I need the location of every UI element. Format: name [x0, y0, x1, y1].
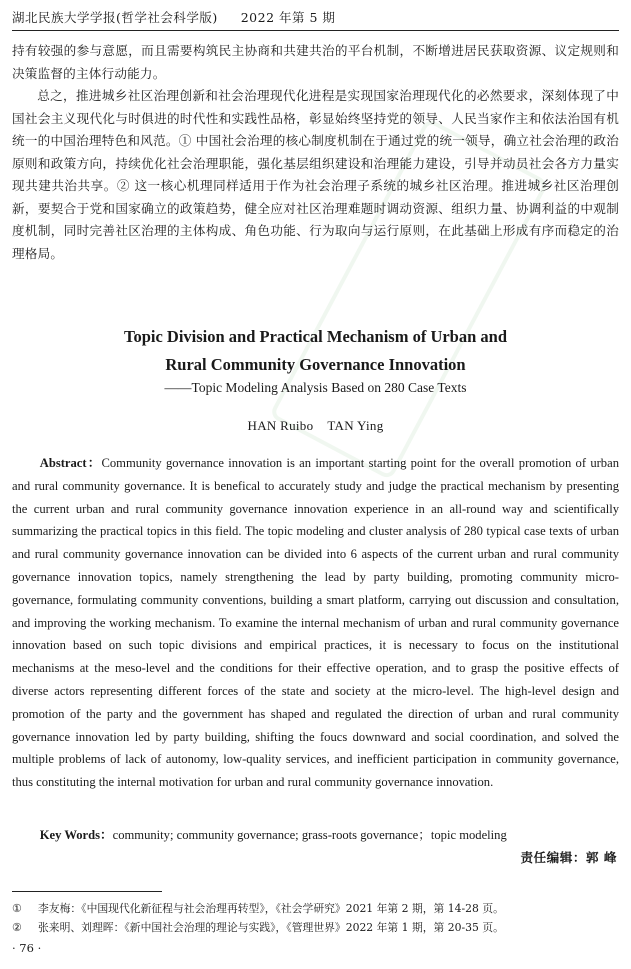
title-line-1: Topic Division and Practical Mechanism of Urban and	[123, 327, 508, 346]
title-line-2: Rural Community Governance Innovation	[165, 355, 466, 374]
keywords-text: community; community governance; grass-roots governance；topic modeling	[112, 828, 507, 842]
footnote-mark: ②	[12, 920, 22, 934]
footnote-2	[12, 919, 619, 938]
running-header	[12, 8, 619, 26]
author-names: HAN Ruibo TAN Ying	[247, 418, 384, 433]
issue-label: 2022 年第 5 期	[240, 10, 336, 25]
footnote-text: 张来明、刘理晖：《新中国社会治理的理论与实践》，《管理世界》2022 年第 1 期，第 20-35 页。	[38, 920, 504, 934]
footnote-1	[12, 900, 619, 919]
chinese-body-text	[12, 40, 619, 265]
abstract-block	[12, 452, 619, 794]
footnotes	[12, 900, 619, 937]
responsible-editor: 责任编辑：郭 峰	[520, 850, 617, 865]
keywords-block	[12, 824, 619, 843]
abstract-text: Community governance innovation is an important starting point for the overall promotion of urban and rural community governance. It is benefical to accurately study and judge the practical mechanism by presenting the current urban and rural community governance innovation experience in an all-round way and scientifically summarizing the practical topics in this field. The topic modeling and cluster analysis of 280 typical case texts of urban and rural community governance innovation can be divided into 6 aspects of the current urban and rural community governance innovation topics, namely strengthening the lead by party building, promoting community micro-governance, formulating community conventions, building a smart platform, carrying out discussion and consultation, and improving the working mechanism. To examine the internal mechanism of urban and rural community governance innovation based on such topic divisions and empirical practices, it is necessary to focus on the institutional mechanisms at the meso-level and the conditions for their effective operation, and to grasp the positive effects of diverse actors representing different forces of the state and society at the micro-level. The high-level design and promotion of the party and the government has shaped and regulated the direction of urban and rural community governance innovation led by party building, shifting the foucs downward and social coordination, and solved the multiple problems of lack of autonomy, low-quality services, and inefficient participation in community governance, thus constituting the internal motivation for urban and rural community governance innovation.	[12, 456, 619, 790]
article-subtitle: ——Topic Modeling Analysis Based on 280 Case Texts	[164, 380, 467, 395]
abstract-label: Abstract：	[39, 456, 102, 470]
body-paragraph-1: 持有较强的参与意愿，而且需要构筑民主协商和共建共治的平台机制，不断增进居民获取资源、议定规则和决策监督的主体行动能力。	[12, 43, 619, 81]
footnote-mark: ①	[12, 902, 22, 915]
keywords-label: Key Words：	[39, 828, 113, 842]
journal-name: 湖北民族大学学报(哲学社会科学版)	[12, 10, 218, 25]
page-number: · 76 ·	[12, 941, 42, 955]
article-title	[0, 323, 631, 379]
footnote-text: 李友梅：《中国现代化新征程与社会治理再转型》，《社会学研究》2021 年第 2 期，第 14-28 页。	[38, 902, 504, 915]
body-paragraph-2: 总之，推进城乡社区治理创新和社会治理现代化进程是实现国家治理现代化的必然要求，深刻体现了中国社会主义现代化与时俱进的时代性和实践性品格，彰显始终坚持党的领导、人民当家作主和依法治国有机统一的中国治理特色和风范。① 中国社会治理的核心制度机制在于通过党的统一领导，确立社会治理的政治原则和政策方向，持续优化社会治理职能，强化基层组织建设和治理能力建设，引导并动员社会各方力量实现共建共治共享。② 这一核心机理同样适用于作为社会治理子系统的城乡社区治理。推进城乡社区治理创新，要契合于党和国家确立的政策趋势，健全应对社区治理难题时调动资源、组织力量、协调利益的中观制度机制，同时完善社区治理的主体构成、角色功能、行为取向与运行原则，在此基础上形成有序而稳定的治理格局。	[12, 88, 619, 261]
footnote-divider	[12, 891, 162, 892]
header-divider	[12, 30, 619, 31]
